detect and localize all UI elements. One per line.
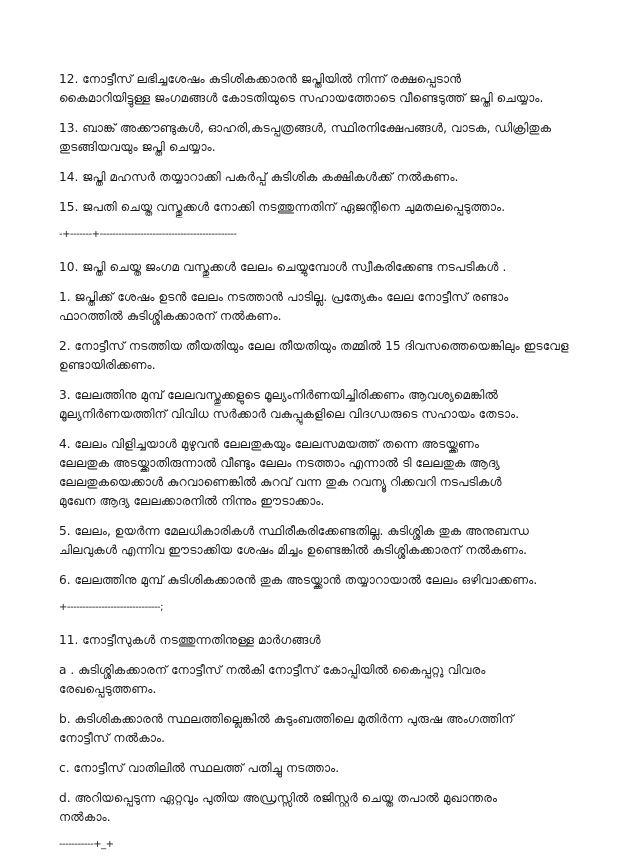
paragraph-10-heading (59, 258, 579, 277)
text-line: 13. ബാങ്ക് അക്കൗണ്ടുകൾ, ഓഹരി,കടപ്പത്രങ്ങൾ, സ്ഥിരനിക്ഷേപങ്ങൾ, വാടക, ഡിക്രിതുക (59, 121, 552, 135)
text-line: തുടങ്ങിയവയും ജപ്തി ചെയ്യാം. (59, 140, 216, 154)
text-line: 15. ജപതി ചെയ്ത വസ്തുക്കൾ നോക്കി നടത്തുന്നതിന് ഏജന്റിനെ ചുമതലപ്പെടുത്താം. (59, 200, 506, 214)
text-line: ലേലതുക അടയ്ക്കാതിരുന്നാൽ വീണ്ടും ലേലം നടത്താം എന്നാൽ ടി ലേലതുക ആദ്യ (59, 456, 500, 470)
paragraph-13 (59, 119, 579, 157)
paragraph-b (59, 710, 579, 748)
text-line: 5. ലേലം, ഉയർന്ന മേലധികാരികൾ സ്ഥിരീകരിക്കേണ്ടതില്ല. കുടിശ്ശിക തുക അനുബന്ധ (59, 524, 530, 538)
separator-rule: +------------------------------; (59, 602, 163, 613)
paragraph-d (59, 789, 579, 827)
text-line: നൽകാം. (59, 810, 111, 824)
text-line: 1. ജപ്തിക്ക് ശേഷം ഉടൻ ലേലം നടത്താൻ പാടില്ല. പ്രത്യേകം ലേല നോട്ടീസ് രണ്ടാം (59, 290, 509, 304)
paragraph-1 (59, 288, 579, 326)
section-notice-methods (59, 631, 579, 827)
text-line: ലേലതുകയെക്കാൾ കുറവാണെങ്കിൽ കുറവ് വന്ന തുക റവന്യൂ റിക്കവറി നടപടികൾ (59, 475, 502, 489)
paragraph-6 (59, 571, 579, 590)
paragraph-12 (59, 70, 579, 108)
paragraph-2 (59, 337, 579, 375)
text-line: രേഖപ്പെടുത്തണം. (59, 682, 157, 696)
paragraph-3 (59, 386, 579, 424)
text-line: നോട്ടീസ് നൽകാം. (59, 731, 166, 745)
paragraph-c (59, 759, 579, 778)
paragraph-11-heading (59, 631, 579, 650)
paragraph-15 (59, 198, 579, 217)
text-line: 12. നോട്ടീസ് ലഭിച്ചശേഷം കുടിശികക്കാരൻ ജപ്തിയിൽ നിന്ന് രക്ഷപ്പെടാൻ (59, 72, 462, 86)
document-page (59, 70, 579, 868)
paragraph-14 (59, 168, 579, 187)
text-line: 3. ലേലത്തിനു മുമ്പ് ലേലവസ്തുക്കളുടെ മൂല്യംനിർണയിച്ചിരിക്കണം ആവശ്യമെങ്കിൽ (59, 388, 499, 402)
text-line: d. അറിയപ്പെടുന്ന ഏറ്റവും പുതിയ അഡ്രസ്സിൽ രജിസ്റ്റർ ചെയ്ത തപാൽ മുഖാന്തരം (59, 791, 498, 805)
text-line: a . കുടിശ്ശികക്കാരന് നോട്ടീസ് നൽകി നോട്ടീസ് കോപ്പിയിൽ കൈപ്പറ്റു വിവരം (59, 663, 486, 677)
section-auction-steps (59, 258, 579, 590)
text-line: മുഖേന ആദ്യ ലേലക്കാരനിൽ നിന്നും ഈടാക്കാം. (59, 494, 325, 508)
text-line: 6. ലേലത്തിനു മുമ്പ് കുടിശികക്കാരൻ തുക അടയ്ക്കാൻ തയ്യാറായാൽ ലേലം ഒഴിവാക്കണം. (59, 573, 538, 587)
text-line: b. കുടിശികക്കാരൻ സ്ഥലത്തില്ലെങ്കിൽ കുടുംബത്തിലെ മുതിർന്ന പുരുഷ അംഗത്തിന് (59, 712, 514, 726)
paragraph-5 (59, 522, 579, 560)
text-line: 14. ജപ്തി മഹസർ തയ്യാറാക്കി പകർപ്പ് കുടിശിക കക്ഷികൾക്ക് നൽകണം. (59, 170, 459, 184)
text-line: കൈമാറിയിട്ടുള്ള ജംഗമങ്ങൾ കോടതിയുടെ സഹായത്തോടെ വീണ്ടെടുത്ത് ജപ്തി ചെയ്യാം. (59, 91, 544, 105)
separator-rule: -----------+_+ (59, 839, 114, 850)
text-line: 11. നോട്ടീസുകൾ നടത്തുന്നതിനുള്ള മാർഗങ്ങൾ (59, 633, 321, 647)
text-line: ഉണ്ടായിരിക്കണം. (59, 358, 156, 372)
text-line: c. നോട്ടീസ് വാതിലിൽ സ്ഥലത്ത് പതിച്ചു നടത്താം. (59, 761, 340, 775)
text-line: 4. ലേലം വിളിച്ചയാൾ മുഴുവൻ ലേലതുകയും ലേലസമയത്ത് തന്നെ അടയ്ക്കണം (59, 437, 480, 451)
text-line: മൂല്യനിർണയത്തിന് വിവിധ സർക്കാർ വകുപ്പുകളിലെ വിദഗ്ധരുടെ സഹായം തേടാം. (59, 407, 520, 421)
section-seizure-steps (59, 70, 579, 217)
paragraph-4 (59, 435, 579, 511)
text-line: 2. നോട്ടീസ് നടത്തിയ തീയതിയും ലേല തീയതിയും തമ്മിൽ 15 ദിവസത്തെയെങ്കിലും ഇടവേള (59, 339, 569, 353)
paragraph-a (59, 661, 579, 699)
text-line: ചിലവുകൾ എന്നിവ ഈടാക്കിയ ശേഷം മിച്ചം ഉണ്ടെങ്കിൽ കുടിശ്ശികക്കാരന് നൽകണം. (59, 543, 528, 557)
separator-rule: -+-------+-------------------------------------------- (59, 229, 237, 240)
text-line: ഫാറത്തിൽ കുടിശ്ശികക്കാരന് നൽകണം. (59, 309, 282, 323)
text-line: 10. ജപ്തി ചെയ്ത ജംഗമ വസ്തുക്കൾ ലേലം ചെയ്യുമ്പോൾ സ്വീകരിക്കേണ്ട നടപടികൾ . (59, 260, 507, 274)
